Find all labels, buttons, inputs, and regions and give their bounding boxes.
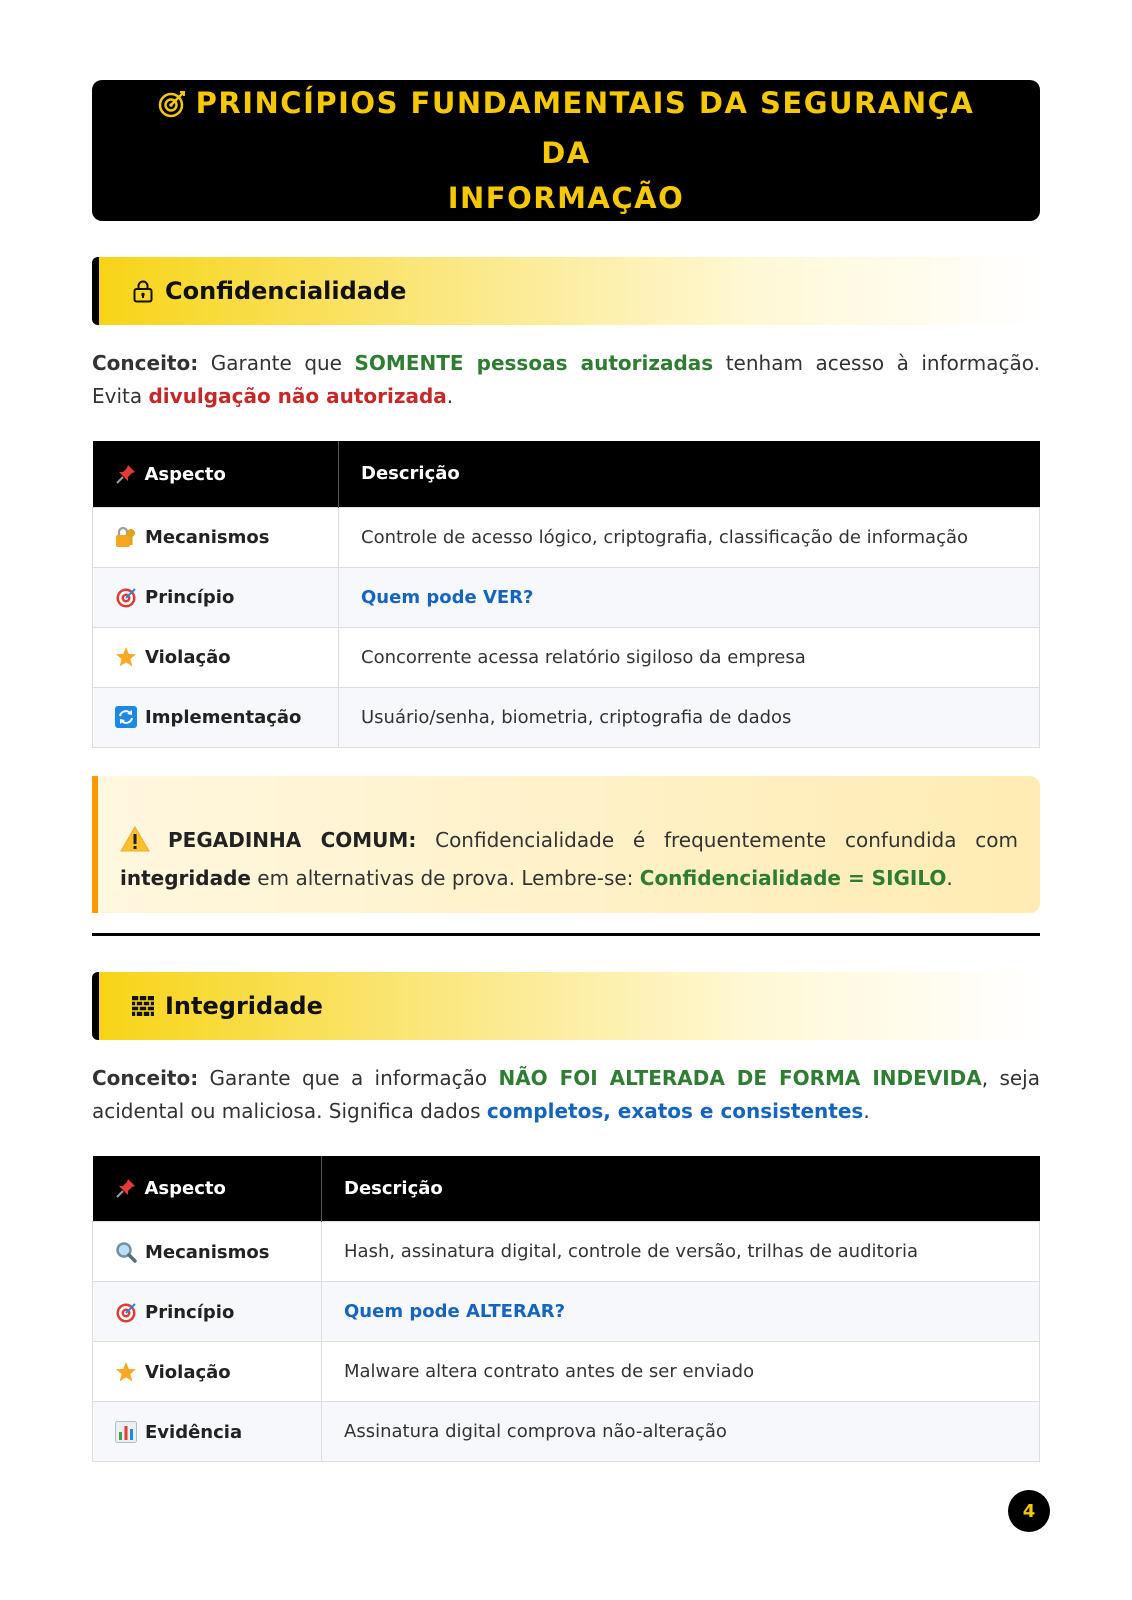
page-title-banner — [92, 80, 1040, 221]
bar-chart-icon — [115, 1421, 137, 1443]
row-key — [93, 687, 339, 747]
table-row — [93, 507, 1040, 567]
warning-callout — [92, 776, 1040, 913]
concept-label: Conceito: — [92, 351, 199, 375]
locked-with-key-icon — [115, 526, 137, 548]
concept-text: Garante que — [198, 351, 355, 375]
concept-label: Conceito: — [92, 1065, 199, 1090]
row-key — [93, 1402, 322, 1462]
table-row — [93, 1222, 1040, 1282]
page-title-line-2: INFORMAÇÃO — [447, 180, 685, 215]
table-header-row — [93, 441, 1040, 507]
concept-highlight-blue: completos, exatos e consistentes — [486, 1098, 864, 1123]
concept-highlight-green: NÃO FOI ALTERADA DE FORMA INDEVIDA — [498, 1065, 982, 1090]
table-header-descricao: Descrição — [339, 441, 1040, 507]
row-value: Usuário/senha, biometria, criptografia de dados — [339, 687, 1040, 747]
brick-icon — [131, 994, 155, 1018]
magnifier-icon — [115, 1241, 137, 1263]
target-dart-icon — [158, 86, 186, 131]
star-icon — [115, 1361, 137, 1383]
row-value: Malware altera contrato antes de ser enviado — [322, 1342, 1040, 1402]
row-value — [339, 567, 1040, 627]
row-value: Concorrente acessa relatório sigiloso da empresa — [339, 627, 1040, 687]
section-header-integridade — [92, 972, 1040, 1040]
concept-highlight-red: divulgação não autorizada — [148, 384, 447, 408]
table-header-aspecto — [93, 1156, 322, 1222]
row-key — [93, 507, 339, 567]
concept-text: , seja acidental ou maliciosa. Significa dados — [92, 1065, 1040, 1123]
pushpin-icon — [115, 1177, 137, 1199]
row-key-label: Violação — [145, 1361, 231, 1383]
refresh-icon — [115, 706, 137, 728]
concept-text: tenham acesso à informação. Evita — [92, 351, 1040, 408]
aspect-table-integridade — [92, 1156, 1040, 1463]
direct-hit-icon — [115, 1301, 137, 1323]
row-key — [93, 1282, 322, 1342]
section-divider — [92, 933, 1040, 936]
table-header-aspecto — [93, 441, 339, 507]
concept-text: . — [863, 1098, 870, 1123]
page-number-badge: 4 — [1008, 1490, 1050, 1532]
table-row — [93, 567, 1040, 627]
warning-icon — [120, 826, 150, 862]
section-title: Confidencialidade — [165, 277, 407, 305]
concept-highlight-green: SOMENTE pessoas autorizadas — [354, 351, 714, 375]
row-key-label: Mecanismos — [145, 1241, 270, 1263]
warning-text: Confidencialidade é frequentemente confundida com — [416, 827, 1018, 852]
row-value: Controle de acesso lógico, criptografia, classificação de informação — [339, 507, 1040, 567]
table-row — [93, 627, 1040, 687]
header-label: Aspecto — [144, 463, 226, 485]
warning-bold: integridade — [120, 865, 251, 890]
row-key-label: Princípio — [145, 587, 235, 608]
warning-text: . — [946, 865, 953, 890]
row-key — [93, 627, 339, 687]
row-key-label: Mecanismos — [145, 527, 270, 548]
header-label: Aspecto — [144, 1178, 226, 1200]
concept-paragraph — [92, 1062, 1040, 1128]
section-title: Integridade — [165, 991, 323, 1020]
row-key — [93, 1222, 322, 1282]
row-value: Hash, assinatura digital, controle de versão, trilhas de auditoria — [322, 1222, 1040, 1282]
table-header-descricao: Descrição — [322, 1156, 1040, 1222]
lock-icon — [131, 279, 155, 303]
table-row — [93, 1282, 1040, 1342]
row-key-label: Implementação — [145, 707, 302, 728]
section-header-confidencialidade — [92, 257, 1040, 325]
page-title-line-1: PRINCÍPIOS FUNDAMENTAIS DA SEGURANÇA DA — [195, 85, 975, 170]
document-page — [92, 80, 1040, 1462]
page-title — [132, 81, 1000, 221]
table-header-row — [93, 1156, 1040, 1222]
warning-highlight-green: Confidencialidade = SIGILO — [639, 865, 947, 890]
row-value: Assinatura digital comprova não-alteração — [322, 1402, 1040, 1462]
row-key-label: Violação — [145, 647, 231, 668]
concept-paragraph — [92, 347, 1040, 413]
table-row — [93, 687, 1040, 747]
row-key — [93, 1342, 322, 1402]
aspect-table-confidencialidade — [92, 441, 1040, 748]
row-value-highlight: Quem pode ALTERAR? — [344, 1301, 566, 1322]
star-icon — [115, 646, 137, 668]
row-value — [322, 1282, 1040, 1342]
warning-text: em alternativas de prova. Lembre-se: — [250, 865, 640, 890]
row-key-label: Princípio — [145, 1301, 235, 1323]
row-key-label: Evidência — [145, 1421, 243, 1443]
warning-label: PEGADINHA COMUM: — [168, 827, 417, 852]
row-value-highlight: Quem pode VER? — [361, 586, 534, 608]
concept-text: . — [446, 384, 454, 408]
table-row — [93, 1342, 1040, 1402]
row-key — [93, 567, 339, 627]
concept-text: Garante que a informação — [198, 1065, 499, 1090]
table-row — [93, 1402, 1040, 1462]
direct-hit-icon — [115, 586, 137, 608]
pushpin-icon — [115, 463, 137, 485]
